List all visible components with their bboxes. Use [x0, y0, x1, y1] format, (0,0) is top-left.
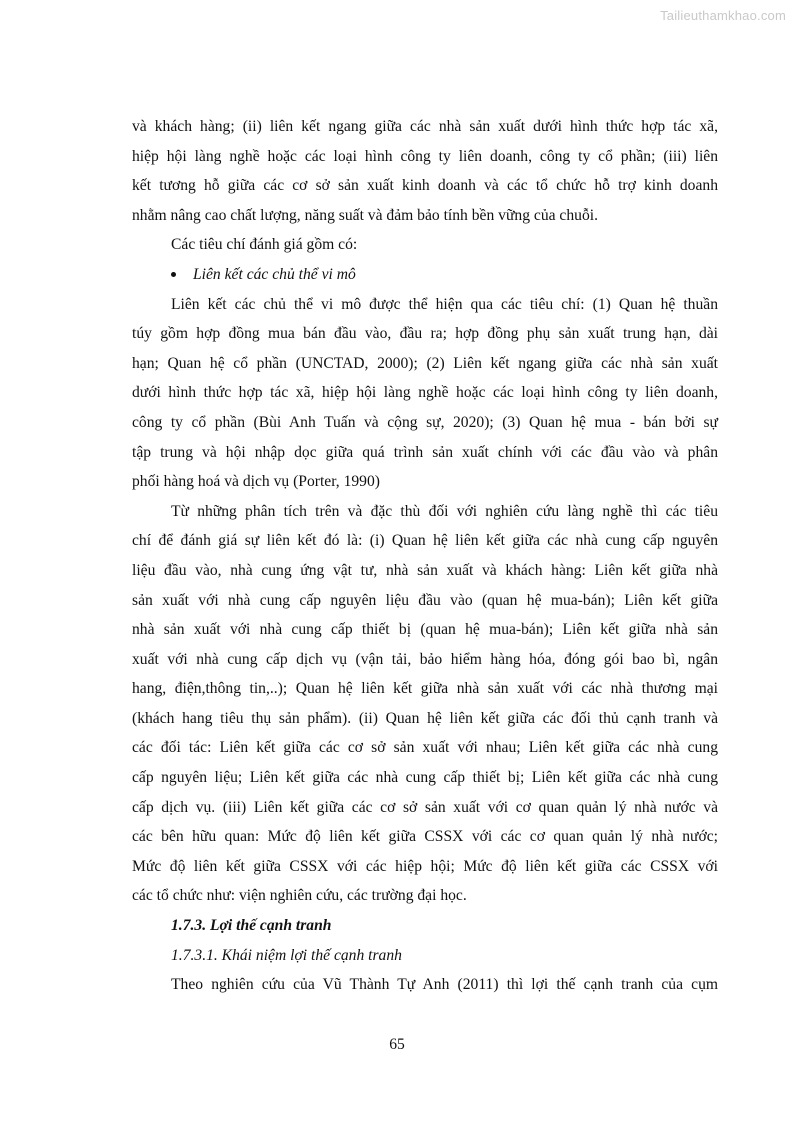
- text-line: túy gồm hợp đồng mua bán đầu vào, đầu ra; hợp đồng phụ sản xuất trung hạn, dài: [132, 325, 718, 343]
- text-line: hang, điện,thông tin,..); Quan hệ liên kết giữa nhà sản xuất với các nhà thương mại: [132, 680, 718, 698]
- text-line: hạn; Quan hệ cổ phần (UNCTAD, 2000); (2) Liên kết ngang giữa các nhà sản xuất: [132, 354, 718, 372]
- text-line: chí để đánh giá sự liên kết đó là: (i) Quan hệ liên kết giữa các nhà cung cấp nguyên: [132, 532, 718, 550]
- bullet-icon: [171, 272, 176, 277]
- text-line: sản xuất với nhà cung cấp nguyên liệu đầu vào (quan hệ mua-bán); Liên kết giữa: [132, 591, 718, 609]
- bullet-item: [132, 260, 718, 290]
- text-line: tập trung và hội nhập dọc giữa quá trình sản xuất chính với các đầu vào và phân: [132, 443, 718, 461]
- text-line: dưới hình thức hợp tác xã, hiệp hội làng nghề hoặc các loại hình công ty liên doanh,: [132, 384, 718, 402]
- text-line: (khách hang tiêu thụ sản phẩm). (ii) Quan hệ liên kết giữa các đối thủ cạnh tranh và: [132, 709, 718, 727]
- text-line: Mức độ liên kết giữa CSSX với các hiệp hội; Mức độ liên kết giữa các CSSX với: [132, 857, 718, 875]
- text-line: Từ những phân tích trên và đặc thù đối với nghiên cứu làng nghề thì các tiêu: [171, 502, 718, 520]
- text-line: các bên hữu quan: Mức độ liên kết giữa CSSX với các cơ quan quản lý nhà nước;: [132, 828, 718, 846]
- text-line: Liên kết các chủ thể vi mô được thể hiện qua các tiêu chí: (1) Quan hệ thuần: [171, 295, 718, 313]
- page-number: 65: [389, 1036, 405, 1053]
- subsection-heading: 1.7.3.1. Khái niệm lợi thế cạnh tranh: [171, 946, 402, 964]
- text-line: cấp nguyên liệu; Liên kết giữa các nhà cung cấp thiết bị; Liên kết giữa các nhà cung: [132, 769, 718, 787]
- text-line: Theo nghiên cứu của Vũ Thành Tự Anh (2011) thì lợi thế cạnh tranh của cụm: [171, 976, 718, 994]
- text-line: phối hàng hoá và dịch vụ (Porter, 1990): [132, 473, 380, 491]
- document-body: [132, 112, 718, 1000]
- section-heading: 1.7.3. Lợi thế cạnh tranh: [171, 917, 332, 935]
- text-line: xuất với nhà cung cấp dịch vụ (vận tải, bảo hiểm hàng hóa, đóng gói bao bì, ngân: [132, 650, 718, 668]
- text-line: các tổ chức như: viện nghiên cứu, các trường đại học.: [132, 887, 467, 905]
- text-line: kết tương hỗ giữa các cơ sở sản xuất kinh doanh và các tổ chức hỗ trợ kinh doanh: [132, 177, 718, 195]
- watermark: Tailieuthamkhao.com: [660, 8, 786, 23]
- text-line: và khách hàng; (ii) liên kết ngang giữa các nhà sản xuất dưới hình thức hợp tác xã,: [132, 118, 718, 135]
- bullet-label: Liên kết các chủ thể vi mô: [193, 265, 356, 283]
- text-line: nhà sản xuất với nhà cung cấp thiết bị (quan hệ mua-bán); Liên kết giữa nhà sản: [132, 621, 718, 639]
- text-line: hiệp hội làng nghề hoặc các loại hình công ty liên doanh, công ty cổ phần; (iii) liên: [132, 147, 718, 165]
- text-line: các đối tác: Liên kết giữa các cơ sở sản xuất với nhau; Liên kết giữa các nhà cung: [132, 739, 718, 757]
- text-line: nhằm nâng cao chất lượng, năng suất và đảm bảo tính bền vững của chuỗi.: [132, 206, 598, 224]
- criteria-intro: Các tiêu chí đánh giá gồm có:: [171, 236, 358, 254]
- text-line: công ty cổ phần (Bùi Anh Tuấn và cộng sự, 2020); (3) Quan hệ mua - bán bởi sự: [132, 413, 718, 431]
- text-line: cấp dịch vụ. (iii) Liên kết giữa các cơ sở sản xuất với cơ quan quản lý nhà nước và: [132, 798, 718, 816]
- text-line: liệu đầu vào, nhà cung ứng vật tư, nhà sản xuất và khách hàng: Liên kết giữa nhà: [132, 561, 718, 579]
